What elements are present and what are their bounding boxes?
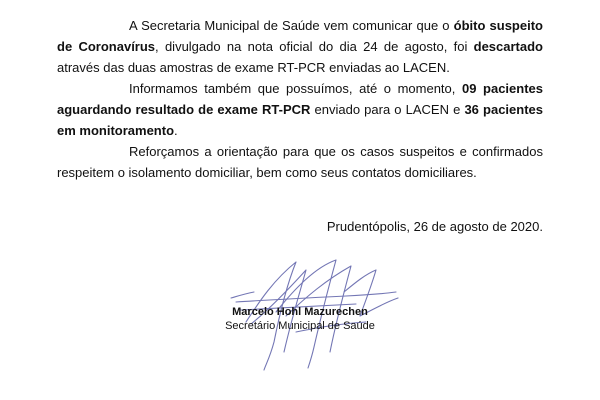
paragraph-2-bold-2: 36 pacientes em monitoramento (57, 102, 543, 138)
paragraph-1-bold-1: óbito suspeito de Coronavírus (57, 18, 543, 54)
paragraph-2-bold-1: 09 pacientes aguardando resultado de exame RT-PCR (57, 81, 544, 117)
paragraph-1-bold-2: descartado (473, 39, 543, 54)
letter-body (57, 15, 543, 183)
signer-name: Marcelo Hohl Mazurechen (232, 306, 368, 318)
paragraph-1 (57, 15, 543, 78)
paragraph-2-text-3: . (174, 123, 178, 138)
paragraph-3 (57, 141, 543, 183)
signer-title: Secretário Municipal de Saúde (225, 320, 375, 332)
date-line: Prudentópolis, 26 de agosto de 2020. (326, 219, 543, 234)
paragraph-1-text-1: A Secretaria Municipal de Saúde vem comunicar que o (129, 18, 454, 33)
paragraph-1-text-2: , divulgado na nota oficial do dia 24 de agosto, foi (155, 39, 474, 54)
paragraph-2-text-1: Informamos também que possuímos, até o momento, (129, 81, 462, 96)
paragraph-2 (57, 78, 543, 141)
signer-block (200, 305, 400, 333)
paragraph-2-text-2: enviado para o LACEN e (310, 102, 465, 117)
paragraph-3-text-1: Reforçamos a orientação para que os casos suspeitos e confirmados respeitem o isolamento domiciliar, bem como seus contatos domiciliares. (57, 144, 543, 180)
paragraph-1-text-3: através das duas amostras de exame RT-PCR enviadas ao LACEN. (57, 60, 450, 75)
